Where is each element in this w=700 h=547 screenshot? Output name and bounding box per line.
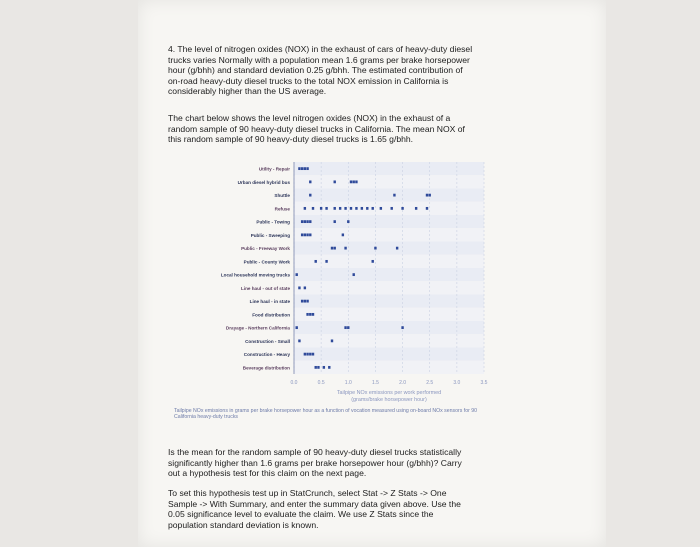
document-page: [138, 0, 606, 547]
data-point: [393, 194, 395, 197]
data-point: [347, 326, 349, 329]
category-label: Food distribution: [252, 312, 290, 318]
row-band: [294, 268, 484, 281]
data-point: [315, 260, 317, 263]
row-band: [294, 189, 484, 202]
x-tick-label: 0.0: [290, 380, 298, 386]
row-band: [294, 348, 484, 361]
data-point: [309, 233, 311, 236]
data-point: [304, 220, 306, 223]
data-point: [344, 207, 346, 210]
category-label: Public - Freeway Work: [241, 246, 290, 252]
data-point: [355, 207, 357, 210]
chart-caption: Tailpipe NOx emissions in grams per brake horsepower hour as a function of vocation measured using on-board NOx sensors for 90 California heavy-duty trucks: [174, 408, 478, 421]
x-tick-label: 0.5: [317, 380, 325, 386]
category-label: Shuttle: [274, 193, 290, 199]
data-point: [353, 180, 355, 183]
category-label: Utility - Repair: [258, 166, 290, 172]
data-point: [309, 313, 311, 316]
row-band: [294, 308, 484, 321]
data-point: [401, 326, 403, 329]
data-point: [331, 247, 333, 250]
category-label: Local household moving trucks: [220, 272, 290, 278]
data-point: [306, 167, 308, 170]
data-point: [312, 207, 314, 210]
data-point: [426, 207, 428, 210]
data-point: [347, 220, 349, 223]
data-point: [325, 260, 327, 263]
data-point: [309, 220, 311, 223]
data-point: [372, 207, 374, 210]
data-point: [361, 207, 363, 210]
data-point: [296, 326, 298, 329]
data-point: [298, 167, 300, 170]
question-intro: 4. The level of nitrogen oxides (NOX) in the exhaust of cars of heavy-duty diesel trucks varies Normally with a population mean 1.6 grams per brake horsepower hour (g/bhh) and standard deviation 0.25 g/bhh. The estimated contribution of on-road heavy-duty diesel trucks to the total NOX emission in California is considerably higher than the US average.: [168, 44, 473, 97]
data-point: [298, 339, 300, 342]
category-label: Construction - Small: [245, 338, 290, 344]
data-point: [312, 353, 314, 356]
row-band: [294, 202, 484, 215]
data-point: [306, 353, 308, 356]
data-point: [396, 247, 398, 250]
category-label: Public - Sweeping: [250, 232, 290, 238]
data-point: [334, 180, 336, 183]
row-band: [294, 175, 484, 188]
data-point: [355, 180, 357, 183]
data-point: [320, 207, 322, 210]
data-point: [429, 194, 431, 197]
data-point: [306, 300, 308, 303]
data-point: [339, 207, 341, 210]
data-point: [380, 207, 382, 210]
data-point: [366, 207, 368, 210]
row-band: [294, 321, 484, 334]
x-tick-label: 3.5: [480, 380, 488, 386]
data-point: [298, 286, 300, 289]
data-point: [415, 207, 417, 210]
data-point: [344, 247, 346, 250]
category-label: Line haul - in state: [249, 299, 290, 305]
data-point: [304, 353, 306, 356]
data-point: [401, 207, 403, 210]
data-point: [317, 366, 319, 369]
statcrunch-instructions: To set this hypothesis test up in StatCrunch, select Stat -> Z Stats -> One Sample -> With Summary, and enter the summary data given above. Use the 0.05 significance level to evaluate the claim. We use Z Stats since the population standard deviation is known.: [168, 488, 461, 530]
data-point: [301, 220, 303, 223]
category-label: Beverage distribution: [242, 365, 290, 371]
row-band: [294, 215, 484, 228]
category-label: Drayage - Northern California: [225, 325, 290, 331]
data-point: [312, 313, 314, 316]
data-point: [331, 339, 333, 342]
data-point: [315, 366, 317, 369]
data-point: [309, 180, 311, 183]
x-axis-label: Tailpipe NOx emissions per work performed: [336, 390, 442, 396]
data-point: [301, 233, 303, 236]
row-band: [294, 242, 484, 255]
x-tick-label: 3.0: [453, 380, 461, 386]
row-band: [294, 334, 484, 347]
data-point: [304, 233, 306, 236]
data-point: [344, 326, 346, 329]
data-point: [334, 220, 336, 223]
data-point: [372, 260, 374, 263]
data-point: [306, 220, 308, 223]
data-point: [334, 207, 336, 210]
data-point: [426, 194, 428, 197]
data-point: [353, 273, 355, 276]
category-label: Urban diesel hybrid bus: [237, 179, 290, 185]
data-point: [296, 273, 298, 276]
data-point: [304, 300, 306, 303]
data-point: [304, 167, 306, 170]
x-tick-label: 1.5: [371, 380, 379, 386]
data-point: [306, 233, 308, 236]
row-band: [294, 281, 484, 294]
data-point: [301, 167, 303, 170]
category-label: Line haul - out of state: [241, 285, 290, 291]
category-label: Refuse: [274, 206, 290, 212]
category-label: Public - County Work: [243, 259, 290, 265]
question-text: Is the mean for the random sample of 90 heavy-duty diesel trucks statistically significantly higher than 1.6 grams per brake horsepower hour (g/bhh)? Carry out a hypothesis test for this claim on the next page.: [168, 447, 462, 479]
row-band: [294, 228, 484, 241]
chart-svg: [166, 152, 486, 412]
data-point: [334, 247, 336, 250]
data-point: [374, 247, 376, 250]
chart-description: The chart below shows the level nitrogen oxides (NOX) in the exhaust of a random sample of 90 heavy-duty diesel trucks in California. The mean NOX of this random sample of 90 heavy-duty diesel trucks is 1.65 g/bhh.: [168, 113, 465, 145]
category-label: Construction - Heavy: [243, 352, 290, 358]
row-band: [294, 162, 484, 175]
row-band: [294, 361, 484, 374]
data-point: [325, 207, 327, 210]
x-tick-label: 2.5: [426, 380, 434, 386]
data-point: [350, 207, 352, 210]
nox-scatter-chart: [166, 152, 486, 412]
x-axis-label: (grams/brake horsepower hour): [351, 397, 427, 403]
category-label: Public - Towing: [256, 219, 290, 225]
row-band: [294, 255, 484, 268]
row-band: [294, 295, 484, 308]
data-point: [391, 207, 393, 210]
data-point: [304, 286, 306, 289]
data-point: [342, 233, 344, 236]
data-point: [350, 180, 352, 183]
data-point: [301, 300, 303, 303]
x-tick-label: 2.0: [399, 380, 407, 386]
data-point: [309, 353, 311, 356]
data-point: [323, 366, 325, 369]
data-point: [306, 313, 308, 316]
data-point: [304, 207, 306, 210]
data-point: [309, 194, 311, 197]
x-tick-label: 1.0: [344, 380, 352, 386]
data-point: [328, 366, 330, 369]
